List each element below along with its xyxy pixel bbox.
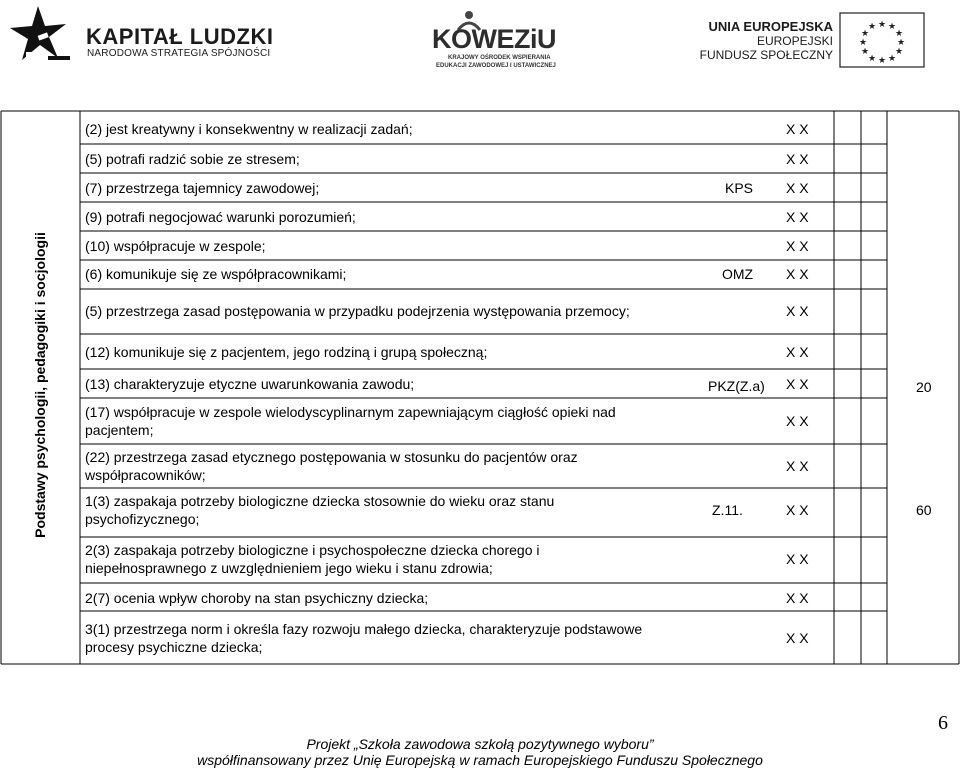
- eu-line2: EUROPEJSKI: [756, 34, 833, 48]
- koweziu-line1: KRAJOWY OŚRODEK WSPIERANIA: [448, 55, 551, 61]
- table-row-text: 2(3) zaspakaja potrzeby biologiczne i psychospołeczne dziecka chorego i: [85, 542, 540, 558]
- eu-line3: FUNDUSZ SPOŁECZNY: [699, 48, 833, 62]
- table-row-text: niepełnosprawnego z uwzględnieniem jego wieku i stanu zdrowia;: [85, 560, 493, 576]
- eu-line1: UNIA EUROPEJSKA: [708, 19, 833, 34]
- table-row-marks: X X: [786, 502, 809, 518]
- table-row-marks: X X: [786, 590, 809, 606]
- table-row-marks: X X: [786, 551, 809, 567]
- table-row-marks: X X: [786, 238, 809, 254]
- table-row-text: (2) jest kreatywny i konsekwentny w realizacji zadań;: [85, 121, 413, 137]
- svg-text:★: ★: [867, 22, 877, 32]
- svg-text:★: ★: [887, 22, 897, 32]
- table-row-marks: X X: [786, 458, 809, 474]
- table-row-hours: 60: [916, 502, 932, 518]
- table-row-marks: X X: [786, 630, 809, 646]
- koweziu-wordmark: KOWEZiU: [432, 24, 556, 54]
- table-row-text: (10) współpracuje w zespole;: [85, 238, 266, 254]
- table-row-marks: X X: [786, 121, 809, 137]
- module-label: Podstawy psychologii, pedagogiki i socjologii: [32, 232, 48, 538]
- table-row-text: współpracowników;: [85, 467, 206, 483]
- table-row-text: pacjentem;: [85, 422, 154, 438]
- koweziu-logo: [420, 8, 560, 74]
- svg-text:★: ★: [860, 47, 870, 57]
- kapital-ludzki-subtitle: NARODOWA STRATEGIA SPÓJNOŚCI: [87, 48, 271, 59]
- svg-text:★: ★: [877, 20, 887, 30]
- table-row-text: 3(1) przestrzega norm i określa fazy rozwoju małego dziecka, charakteryzuje podstawowe: [85, 621, 643, 637]
- svg-text:★: ★: [894, 47, 904, 57]
- svg-text:★: ★: [867, 54, 877, 64]
- table-row-marks: X X: [786, 209, 809, 225]
- table-row-text: psychofizycznego;: [85, 511, 200, 527]
- table-row-text: (17) współpracuje w zespole wielodyscyplinarnym zapewniającym ciągłość opieki nad: [85, 404, 616, 420]
- footer-project-line: Projekt „Szkoła zawodowa szkołą pozytywnego wyboru”: [306, 736, 654, 752]
- kapital-ludzki-star-icon: [8, 4, 76, 72]
- eu-logo: [700, 12, 925, 72]
- table-row-marks: X X: [786, 413, 809, 429]
- table-row-code: OMZ: [722, 266, 754, 282]
- table-row-text: (6) komunikuje się ze współpracownikami;: [85, 266, 347, 282]
- table-row-text: (9) potrafi negocjować warunki porozumień;: [85, 209, 356, 225]
- page-number: 6: [938, 712, 948, 734]
- table-row-text: (22) przestrzega zasad etycznego postępowania w stosunku do pacjentów oraz: [85, 449, 578, 465]
- kapital-ludzki-logo: [8, 4, 274, 74]
- svg-text:★: ★: [896, 38, 906, 48]
- table-row-text: (12) komunikuje się z pacjentem, jego rodziną i grupą społeczną;: [85, 344, 488, 360]
- kapital-ludzki-title: KAPITAŁ LUDZKI: [86, 24, 274, 49]
- table-row-marks: X X: [786, 376, 809, 392]
- svg-text:★: ★: [858, 38, 868, 48]
- table-row-hours: 20: [916, 379, 932, 395]
- table-row-code: Z.11.: [712, 502, 743, 518]
- eu-flag-icon: [839, 12, 925, 68]
- table-row-text: (5) przestrzega zasad postępowania w przypadku podejrzenia występowania przemocy;: [85, 303, 630, 319]
- table-row-marks: X X: [786, 151, 809, 167]
- eu-logo-text: [700, 19, 833, 62]
- table-row-marks: X X: [786, 180, 809, 196]
- table-row-marks: X X: [786, 303, 809, 319]
- svg-text:★: ★: [887, 54, 897, 64]
- koweziu-line2: EDUKACJI ZAWODOWEJ I USTAWICZNEJ: [436, 63, 556, 69]
- table-row-code: PKZ(Z.a): [708, 378, 765, 394]
- table-row-text: (7) przestrzega tajemnicy zawodowej;: [85, 180, 320, 196]
- table-row-text: (13) charakteryzuje etyczne uwarunkowania zawodu;: [85, 376, 415, 392]
- svg-text:★: ★: [877, 56, 887, 66]
- svg-text:★: ★: [894, 29, 904, 39]
- table-row-text: (5) potrafi radzić sobie ze stresem;: [85, 151, 300, 167]
- table-row-code: KPS: [725, 180, 754, 196]
- table-row-text: 1(3) zaspakaja potrzeby biologiczne dziecka stosownie do wieku oraz stanu: [85, 493, 555, 509]
- table-row-text: procesy psychiczne dziecka;: [85, 639, 263, 655]
- page-header: [0, 0, 960, 100]
- footer-funding-line: współfinansowany przez Unię Europejską w ramach Europejskiego Funduszu Społecznego: [197, 752, 763, 768]
- table-row-marks: X X: [786, 266, 809, 282]
- svg-text:★: ★: [860, 29, 870, 39]
- table-row-marks: X X: [786, 344, 809, 360]
- table-row-text: 2(7) ocenia wpływ choroby na stan psychiczny dziecka;: [85, 590, 429, 606]
